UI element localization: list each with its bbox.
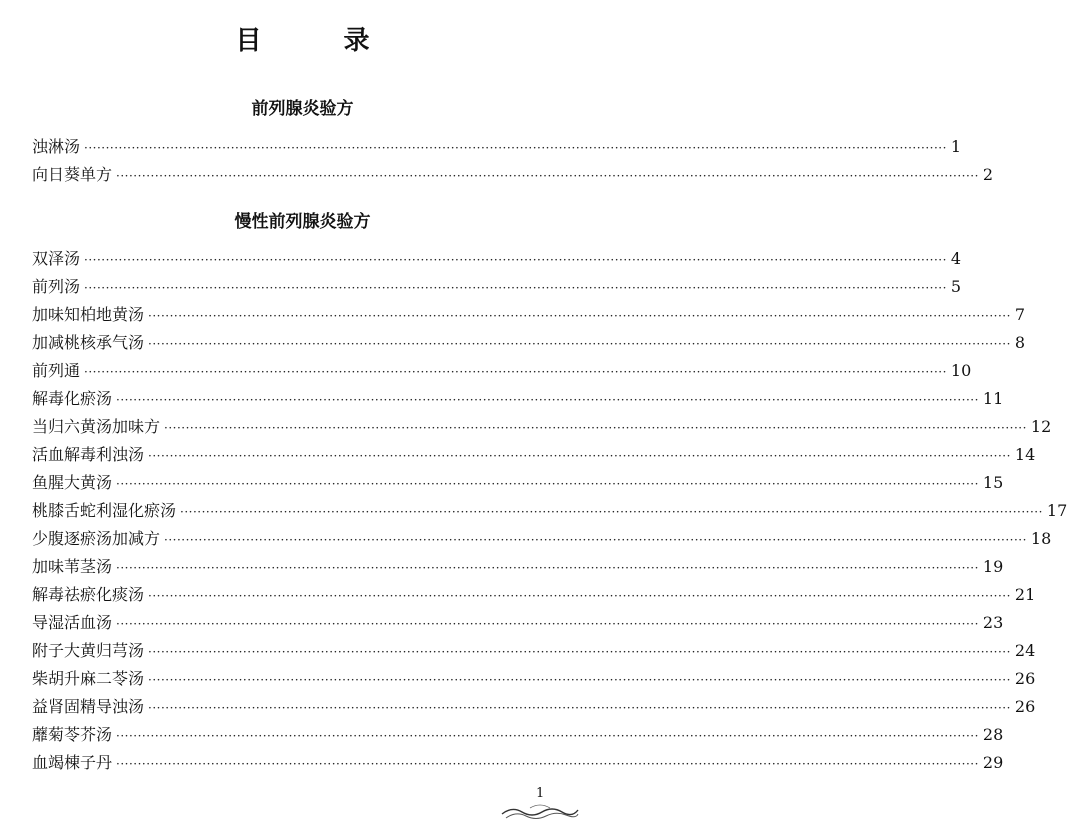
toc-entry-name: 少腹逐瘀汤加减方: [32, 529, 161, 548]
toc-entry-page: 15: [982, 473, 1004, 492]
toc-entry[interactable]: [32, 666, 1036, 694]
toc-entry-name: 桃膝舌蛇利湿化瘀汤: [32, 501, 177, 520]
toc-list-prostatitis: [32, 134, 994, 190]
toc-entry-page: 19: [982, 557, 1004, 576]
toc-entry[interactable]: [32, 246, 962, 274]
toc-entry[interactable]: [32, 722, 1004, 750]
toc-entry-name: 附子大黄归芎汤: [32, 641, 145, 660]
dot-leader: ········································································································································································································: [116, 561, 979, 575]
toc-entry-page: 26: [1014, 669, 1036, 688]
toc-entry-name: 血竭棟子丹: [32, 753, 113, 772]
toc-entry-name: 蘼菊苓芥汤: [32, 725, 113, 744]
toc-entry[interactable]: [32, 694, 1036, 722]
dot-leader: ········································································································································································································: [116, 729, 979, 743]
toc-entry[interactable]: [32, 414, 1052, 442]
toc-entry[interactable]: [32, 526, 1052, 554]
toc-entry-page: 12: [1030, 417, 1052, 436]
toc-entry[interactable]: [32, 162, 994, 190]
section-heading-chronic-prostatitis: 慢性前列腺炎验方: [234, 212, 371, 232]
toc-entry-page: 2: [982, 165, 994, 184]
toc-entry-page: 23: [982, 613, 1004, 632]
dot-leader: ········································································································································································································: [148, 589, 1011, 603]
toc-entry[interactable]: [32, 330, 1026, 358]
toc-entry[interactable]: [32, 554, 1004, 582]
dot-leader: ········································································································································································································: [148, 309, 1011, 323]
toc-entry[interactable]: [32, 386, 1004, 414]
toc-entry[interactable]: [32, 582, 1036, 610]
toc-entry[interactable]: [32, 498, 1067, 526]
toc-entry-page: 26: [1014, 697, 1036, 716]
toc-entry[interactable]: [32, 302, 1026, 330]
toc-entry[interactable]: [32, 358, 972, 386]
dot-leader: ········································································································································································································: [148, 337, 1011, 351]
toc-entry-name: 前列汤: [32, 277, 81, 296]
toc-entry-name: 浊淋汤: [32, 137, 81, 156]
dot-leader: ········································································································································································································: [148, 673, 1011, 687]
section-heading-prostatitis: 前列腺炎验方: [251, 99, 354, 119]
toc-entry-page: 28: [982, 725, 1004, 744]
toc-entry-page: 11: [982, 389, 1004, 408]
toc-entry-name: 柴胡升麻二苓汤: [32, 669, 145, 688]
dot-leader: ········································································································································································································: [116, 169, 979, 183]
toc-entry-name: 加味苇茎汤: [32, 557, 113, 576]
toc-entry-name: 导湿活血汤: [32, 613, 113, 632]
toc-entry-page: 18: [1030, 529, 1052, 548]
toc-entry[interactable]: [32, 134, 962, 162]
toc-entry-page: 8: [1014, 333, 1026, 352]
toc-entry-name: 解毒祛瘀化痰汤: [32, 585, 145, 604]
toc-entry-name: 解毒化瘀汤: [32, 389, 113, 408]
toc-entry-page: 1: [950, 137, 962, 156]
dot-leader: ········································································································································································································: [148, 701, 1011, 715]
toc-entry-name: 加减桃核承气汤: [32, 333, 145, 352]
dot-leader: ········································································································································································································: [164, 533, 1027, 547]
dot-leader: ········································································································································································································: [164, 421, 1027, 435]
footer-wave-ornament: [500, 800, 580, 826]
toc-entry-page: 4: [950, 249, 962, 268]
toc-entry-name: 前列通: [32, 361, 81, 380]
toc-entry-page: 7: [1014, 305, 1026, 324]
toc-entry[interactable]: [32, 750, 1004, 778]
toc-entry-name: 当归六黄汤加味方: [32, 417, 161, 436]
dot-leader: ········································································································································································································: [84, 365, 947, 379]
toc-entry[interactable]: [32, 638, 1036, 666]
dot-leader: ········································································································································································································: [84, 281, 947, 295]
toc-entry-page: 5: [950, 277, 962, 296]
page-title: 目 录: [235, 26, 398, 56]
toc-entry-name: 活血解毒利浊汤: [32, 445, 145, 464]
footer-page-number: 1: [536, 786, 545, 801]
toc-entry-name: 向日葵单方: [32, 165, 113, 184]
toc-entry-page: 10: [950, 361, 972, 380]
toc-list-chronic-prostatitis: [32, 246, 1067, 778]
dot-leader: ········································································································································································································: [180, 505, 1043, 519]
dot-leader: ········································································································································································································: [116, 477, 979, 491]
dot-leader: ········································································································································································································: [116, 757, 979, 771]
toc-entry[interactable]: [32, 442, 1036, 470]
toc-entry-name: 加味知柏地黄汤: [32, 305, 145, 324]
toc-entry[interactable]: [32, 610, 1004, 638]
dot-leader: ········································································································································································································: [84, 253, 947, 267]
toc-entry[interactable]: [32, 470, 1004, 498]
dot-leader: ········································································································································································································: [148, 645, 1011, 659]
toc-entry[interactable]: [32, 274, 962, 302]
toc-entry-page: 24: [1014, 641, 1036, 660]
toc-entry-page: 17: [1046, 501, 1067, 520]
dot-leader: ········································································································································································································: [116, 393, 979, 407]
toc-entry-page: 21: [1014, 585, 1036, 604]
toc-entry-name: 双泽汤: [32, 249, 81, 268]
toc-entry-name: 益肾固精导浊汤: [32, 697, 145, 716]
toc-entry-page: 29: [982, 753, 1004, 772]
toc-entry-name: 鱼腥大黄汤: [32, 473, 113, 492]
dot-leader: ········································································································································································································: [148, 449, 1011, 463]
toc-entry-page: 14: [1014, 445, 1036, 464]
dot-leader: ········································································································································································································: [116, 617, 979, 631]
dot-leader: ········································································································································································································: [84, 141, 947, 155]
